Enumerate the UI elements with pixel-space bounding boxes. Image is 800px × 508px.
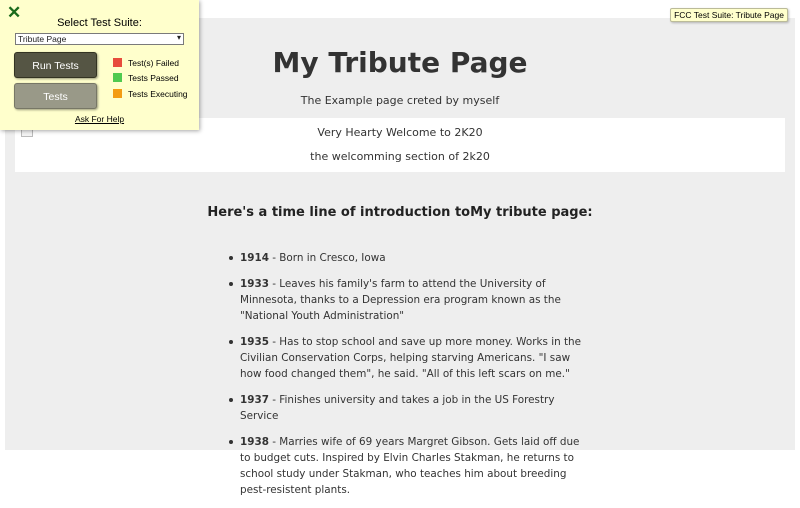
timeline-item xyxy=(227,334,587,382)
legend-failed xyxy=(113,58,179,68)
fcc-test-panel xyxy=(0,0,199,130)
legend-executing xyxy=(113,89,188,99)
timeline-year: 1937 xyxy=(240,394,269,406)
legend-passed-label: Tests Passed xyxy=(128,73,179,83)
legend-failed-label: Test(s) Failed xyxy=(128,58,180,68)
timeline-item xyxy=(227,434,587,498)
timeline-item xyxy=(227,392,587,424)
chevron-down-icon: ▾ xyxy=(176,33,181,42)
timeline-text: - Marries wife of 69 years Margret Gibson. Gets laid off due to budget cuts. Inspired by Elvin Charles Stakman, he returns to school study under Stakman, who teaches him about breeding pest-resistent plants. xyxy=(240,436,580,496)
legend-executing-label: Tests Executing xyxy=(128,89,188,99)
timeline-text: - Leaves his family's farm to attend the University of Minnesota, thanks to a Depression era program known as the "National Youth Administration" xyxy=(240,278,561,322)
test-suite-select-value: Tribute Page xyxy=(18,34,67,44)
suite-label: Select Test Suite: xyxy=(57,17,142,29)
ask-for-help-link[interactable]: Ask For Help xyxy=(74,114,125,124)
tests-button[interactable]: Tests xyxy=(14,83,97,109)
passed-swatch xyxy=(113,73,122,82)
timeline-year: 1933 xyxy=(240,278,269,290)
timeline-item xyxy=(227,250,587,266)
timeline-year: 1938 xyxy=(240,436,269,448)
welcome-title: Very Hearty Welcome to 2K20 xyxy=(317,126,483,139)
timeline-year: 1935 xyxy=(240,336,269,348)
page-tagline: The Example page creted by myself xyxy=(300,94,500,107)
timeline-item xyxy=(227,276,587,324)
timeline-text: - Has to stop school and save up more money. Works in the Civilian Conservation Corps, helping starving Americans. "I saw how food changed them", he said. "All of this left scars on me." xyxy=(240,336,582,380)
welcome-subtitle: the welcomming section of 2k20 xyxy=(310,150,490,163)
executing-swatch xyxy=(113,89,122,98)
fcc-test-suite-badge[interactable]: FCC Test Suite: Tribute Page xyxy=(670,8,788,22)
legend-passed xyxy=(113,73,179,83)
close-icon[interactable]: ✕ xyxy=(7,3,22,22)
timeline-list xyxy=(227,250,587,508)
timeline-heading: Here's a time line of introduction toMy tribute page: xyxy=(207,205,593,220)
timeline-text: - Finishes university and takes a job in the US Forestry Service xyxy=(240,394,555,422)
page-title: My Tribute Page xyxy=(272,46,528,79)
failed-swatch xyxy=(113,58,122,67)
timeline-year: 1914 xyxy=(240,252,269,264)
timeline-text: - Born in Cresco, Iowa xyxy=(268,252,386,264)
test-suite-select[interactable] xyxy=(15,33,184,45)
run-tests-button[interactable]: Run Tests xyxy=(14,52,97,78)
